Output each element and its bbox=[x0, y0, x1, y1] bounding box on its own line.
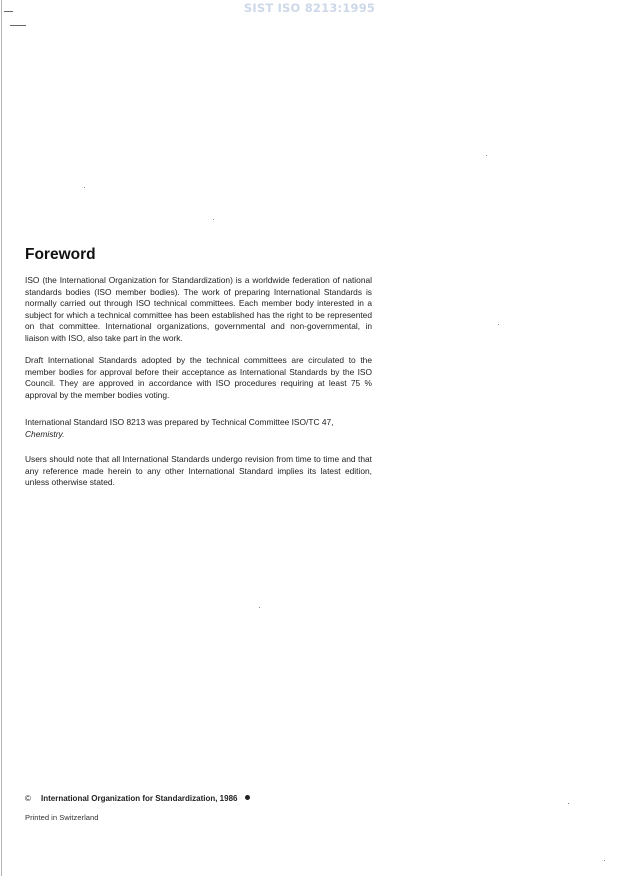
printed-in-note: Printed in Switzerland bbox=[25, 813, 99, 822]
scan-speck bbox=[486, 155, 487, 156]
foreword-title: Foreword bbox=[25, 246, 96, 263]
corner-crop-mark bbox=[4, 11, 13, 12]
bullet-icon bbox=[245, 795, 250, 800]
foreword-paragraph-iso-federation: ISO (the International Organization for Standardization) is a worldwide federation of national standards bodies (ISO member bodies). The work of preparing International Standards is normally carried out through ISO technical committees. Each member body interested in a subject for which a technical committee has been established has the right to be represented on that committee. International organizations, governmental and non-governmental, in liaison with ISO, also take part in the work. bbox=[25, 275, 372, 343]
committee-name: Chemistry. bbox=[25, 428, 65, 439]
scan-speck bbox=[84, 187, 85, 188]
foreword-paragraph-draft-standards: Draft International Standards adopted by the technical committees are circulated to the member bodies for approval before their acceptance as International Standards by the ISO Council. They are approved in accordance with ISO procedures requiring at least 75 % approval by the member bodies voting. bbox=[25, 355, 372, 400]
copyright-symbol: © bbox=[25, 794, 31, 803]
page-edge-line bbox=[1, 0, 2, 876]
copyright-line bbox=[25, 794, 250, 803]
scan-speck bbox=[259, 607, 260, 608]
corner-crop-mark bbox=[10, 25, 26, 26]
prepared-by-text: International Standard ISO 8213 was prepared by Technical Committee ISO/TC 47, bbox=[25, 417, 334, 427]
scan-speck bbox=[604, 860, 605, 861]
scan-speck bbox=[213, 219, 214, 220]
foreword-paragraph-prepared-by bbox=[25, 417, 372, 440]
copyright-text: International Organization for Standardization, 1986 bbox=[41, 794, 238, 803]
document-watermark: SIST ISO 8213:1995 bbox=[243, 1, 376, 15]
foreword-paragraph-revision-note: Users should note that all International Standards undergo revision from time to time and that any reference made herein to any other International Standard implies its latest edition, unless otherwise stated. bbox=[25, 454, 372, 488]
scan-speck bbox=[568, 803, 569, 804]
scan-speck bbox=[498, 324, 499, 325]
